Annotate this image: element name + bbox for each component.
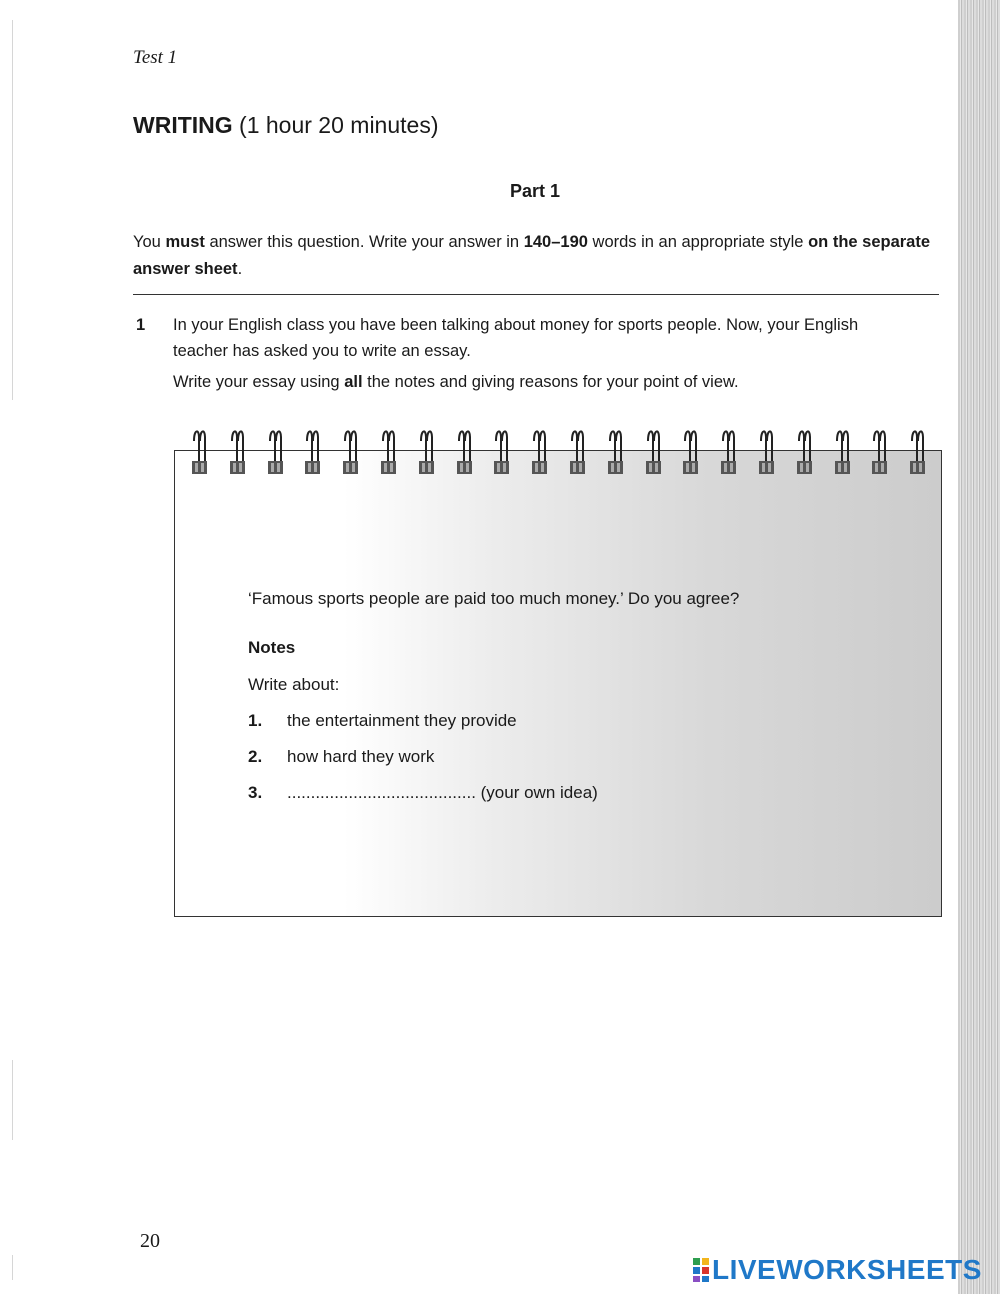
essay-title: ‘Famous sports people are paid too much money.’ Do you agree?: [248, 589, 740, 608]
note-item-number: 3.: [248, 783, 263, 802]
question-text: In your English class you have been talking about money for sports people. Now, your English teacher has asked you to write an essay.: [173, 316, 859, 360]
question-number: 1: [136, 316, 146, 334]
spiral-ring: [833, 427, 851, 477]
spiral-ring: [568, 427, 586, 477]
spiral-ring: [757, 427, 775, 477]
spiral-ring: [341, 427, 359, 477]
liveworksheets-logo-icon: [693, 1258, 709, 1282]
spiral-ring: [492, 427, 510, 477]
spiral-ring: [870, 427, 888, 477]
spiral-ring: [190, 427, 208, 477]
notes-heading: Notes: [248, 638, 296, 657]
spiral-ring: [719, 427, 737, 477]
instructions: You must answer this question. Write your answer in 140–190 words in an appropriate style on the separate answer sheet.: [133, 233, 931, 278]
spiral-ring: [303, 427, 321, 477]
section-title-bold: WRITING: [133, 112, 233, 138]
section-title-duration: (1 hour 20 minutes): [232, 112, 439, 138]
note-item: [248, 747, 434, 767]
spiral-ring: [417, 427, 435, 477]
part-title: Part 1: [509, 181, 561, 201]
write-about-label: Write about:: [248, 675, 340, 694]
question-instruction: Write your essay using all the notes and giving reasons for your point of view.: [173, 373, 739, 391]
note-item-number: 1.: [248, 711, 263, 730]
spiral-ring: [530, 427, 548, 477]
scan-margin-mark: [12, 20, 13, 400]
note-item-text: the entertainment they provide: [287, 711, 517, 730]
scan-margin-mark: [12, 1255, 13, 1280]
spiral-ring: [606, 427, 624, 477]
note-item: [248, 783, 598, 803]
spiral-ring: [455, 427, 473, 477]
spiral-ring: [644, 427, 662, 477]
watermark-text: LIVEWORKSHEETS: [712, 1254, 982, 1285]
spiral-ring: [379, 427, 397, 477]
spiral-ring: [795, 427, 813, 477]
note-item: [248, 711, 517, 731]
note-item-number: 2.: [248, 747, 263, 766]
scan-margin-mark: [12, 1060, 13, 1140]
spiral-ring: [228, 427, 246, 477]
page-number: 20: [140, 1230, 160, 1252]
running-head: Test 1: [133, 47, 178, 68]
note-item-text: ........................................ (your own idea): [287, 783, 598, 802]
section-title: [133, 112, 438, 139]
liveworksheets-watermark: [693, 1254, 982, 1286]
note-item-text: how hard they work: [287, 747, 435, 766]
spiral-ring: [266, 427, 284, 477]
divider-rule: [133, 294, 939, 295]
spiral-ring: [681, 427, 699, 477]
spiral-ring: [908, 427, 926, 477]
